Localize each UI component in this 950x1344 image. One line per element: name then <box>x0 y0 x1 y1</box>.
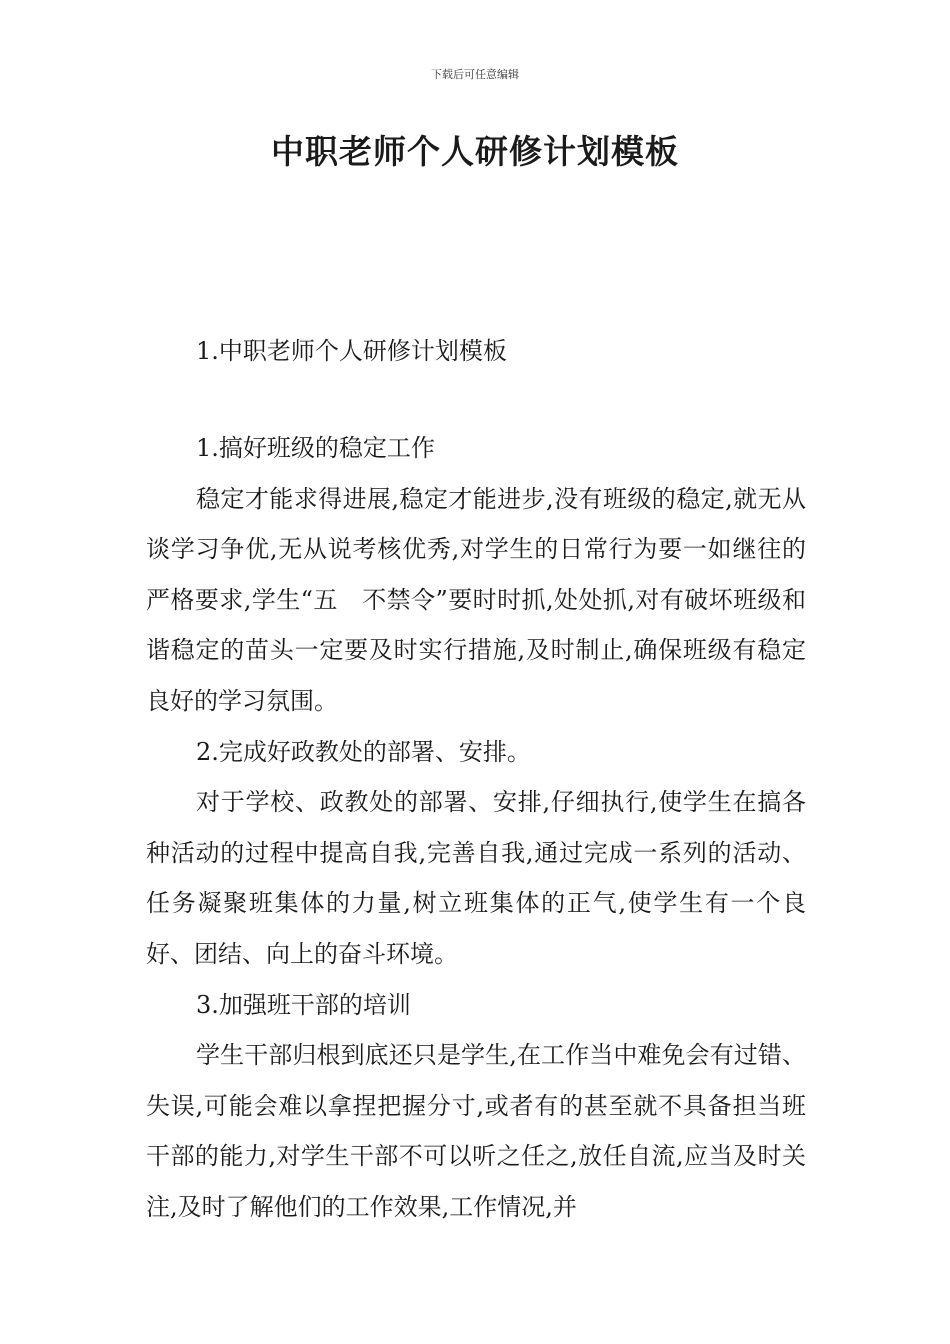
section-subtitle: 1.中职老师个人研修计划模板 <box>196 337 507 365</box>
header-note: 下载后可任意编辑 <box>431 68 519 81</box>
section-heading-2: 2.完成好政教处的部署、安排。 <box>196 737 531 766</box>
document-body <box>146 423 806 1233</box>
body-paragraph-3: 学生干部归根到底还只是学生,在工作当中难免会有过错、失误,可能会难以拿捏把握分寸,或者有的甚至就不具备担当班干部的能力,对学生干部不可以听之任之,放任自流,应当及时关注,及时了解他们的工作效果,工作情况,并 <box>146 1041 806 1221</box>
body-paragraph-2: 对于学校、政教处的部署、安排,仔细执行,使学生在搞各种活动的过程中提高自我,完善自我,通过完成一系列的活动、任务凝聚班集体的力量,树立班集体的正气,使学生有一个良好、团结、向上的奋斗环境。 <box>146 788 806 968</box>
section-heading-3: 3.加强班干部的培训 <box>196 990 411 1019</box>
section-heading-1: 1.搞好班级的稳定工作 <box>196 434 435 462</box>
document-title: 中职老师个人研修计划模板 <box>271 132 679 171</box>
body-paragraph-1: 稳定才能求得进展,稳定才能进步,没有班级的稳定,就无从谈学习争优,无从说考核优秀,对学生的日常行为要一如继往的严格要求,学生“五 不禁令”要时时抓,处处抓,对有破坏班级和谐稳定的苗头一定要及时实行措施,及时制止,确保班级有稳定良好的学习氛围。 <box>146 484 806 715</box>
